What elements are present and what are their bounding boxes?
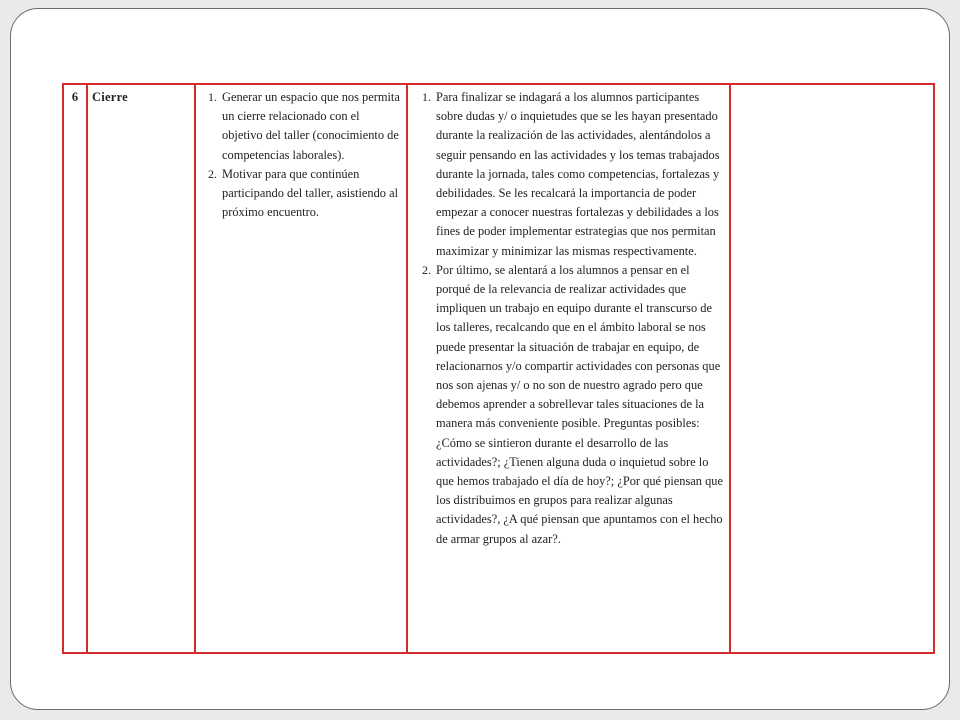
row-number-cell: 6	[63, 84, 87, 653]
objectives-list	[200, 88, 402, 222]
list-item: 2. Motivar para que continúen participando del taller, asistiendo al próximo encuentro.	[220, 165, 402, 223]
empty-cell	[730, 84, 934, 653]
slide-frame	[10, 8, 950, 710]
list-item: 1. Generar un espacio que nos permita un cierre relacionado con el objetivo del taller (conocimiento de competencias laborales).	[220, 88, 402, 165]
list-item: 2. Por último, se alentará a los alumnos a pensar en el porqué de la relevancia de realizar actividades que impliquen un trabajo en equipo durante el transcurso de los talleres, recalcando que en el ámbito laboral se nos puede presentar la situación de trabajar en equipo, de relacionarnos y/o compartir actividades con personas que nos son ajenas y/ o no son de nuestro agrado pero que debemos aprender a sobrellevar tales situaciones de la manera más conveniente posible. Preguntas posibles: ¿Cómo se sintieron durante el desarrollo de las actividades?; ¿Tienen alguna duda o inquietud sobre lo que hemos trabajado el día de hoy?; ¿Por qué piensan que los distribuimos en grupos para realizar algunas actividades?, ¿A qué piensan que apuntamos con el hecho de armar grupos al azar?.	[434, 261, 725, 549]
activities-list	[412, 88, 725, 549]
list-item: 1. Para finalizar se indagará a los alumnos participantes sobre dudas y/ o inquietudes que se les hayan presentado durante la realización de las actividades, alentándolos a seguir pensando en las actividades y los temas trabajados durante la jornada, tales como competencias, fortalezas y debilidades. Se les recalcará la importancia de poder empezar a conocer nuestras fortalezas y debilidades a los fines de poder implementar estrategias que nos permitan maximizar y minimizar las mismas respectivamente.	[434, 88, 725, 261]
objectives-cell	[195, 84, 407, 653]
workshop-plan-table	[62, 83, 935, 654]
activities-cell	[407, 84, 730, 653]
table-row	[63, 84, 934, 653]
stage-cell: Cierre	[87, 84, 195, 653]
